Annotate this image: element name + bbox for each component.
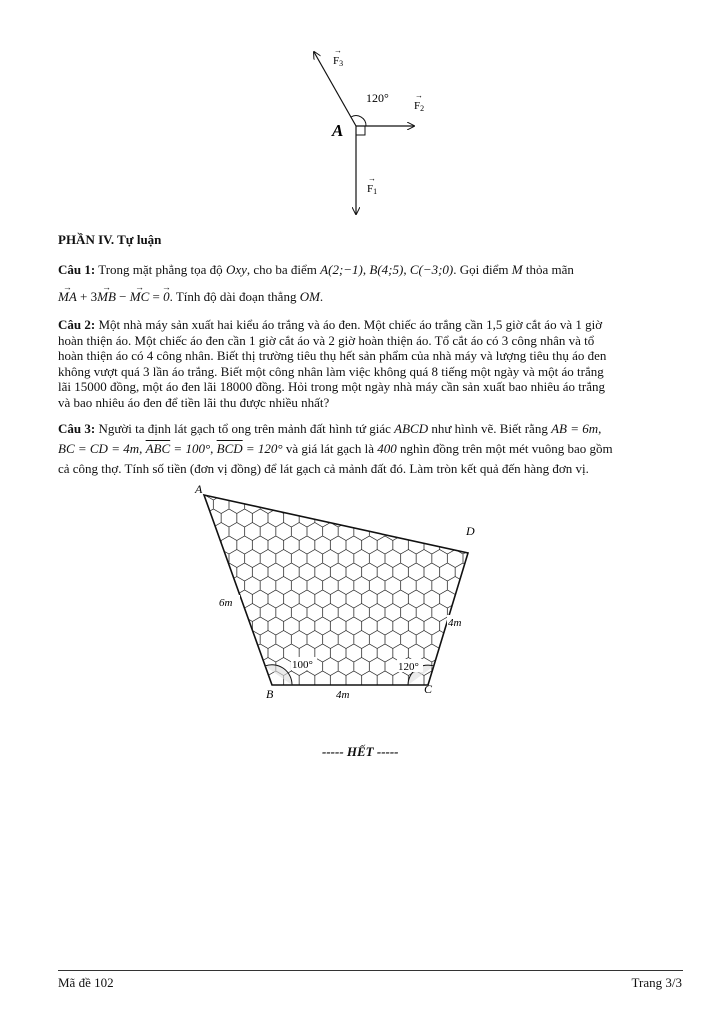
question-1: Câu 1: Trong mặt phẳng tọa độ Oxy, cho ba điểm A(2;−1), B(4;5), C(−3;0). Gọi điểm M thỏa mãn (58, 262, 574, 277)
footer-divider (58, 970, 683, 971)
question-3-line2: BC = CD = 4m, $\overline{ABC} = 100^\circ$, $\overline{BCD} = 120^\circ$ và giá lát gạch là 400 nghìn đồng trên một mét vuông bao gồm (58, 441, 613, 456)
vertex-b: B (266, 687, 274, 701)
question-3: Câu 3: Người ta định lát gạch tổ ong trên mảnh đất hình tứ giác ABCD như hình vẽ. Biết rằng AB = 6m, (58, 421, 602, 436)
f3-label: F3 (333, 55, 344, 68)
f2-label: F2 (414, 100, 425, 113)
question-3-line3: cả công thợ. Tính số tiền (đơn vị đồng) để lát gạch cả mảnh đất đó. Làm tròn kết quả đến hàng đơn vị. (58, 461, 589, 476)
vertex-a: A (195, 482, 203, 496)
svg-text:→: → (368, 174, 376, 183)
side-bc-label: 4m (336, 689, 350, 701)
force-diagram (300, 40, 440, 220)
end-marker: ----- HẾT ----- (322, 744, 399, 759)
angle-label: 120° (366, 91, 389, 105)
point-a-label: A (332, 121, 344, 140)
right-angle-mark (356, 126, 365, 135)
angle-b-label: 100° (292, 659, 313, 671)
vertex-c: C (424, 682, 433, 696)
side-ab-label: 6m (219, 597, 233, 609)
q1-label: Câu 1: (58, 262, 96, 277)
angle-c-label: 120° (398, 661, 419, 673)
question-1-line2: → MA + 3→ MB − → MC = → 0. Tính độ dài đoạn thẳng OM. (58, 289, 323, 305)
vertex-d: D (466, 524, 475, 538)
footer-page-number: Trang 3/3 (631, 975, 682, 990)
side-cd-label: 4m (448, 617, 462, 629)
footer-exam-code: Mã đề 102 (58, 975, 114, 990)
question-2: Câu 2: Một nhà máy sản xuất hai kiểu áo trắng và áo đen. Một chiếc áo trắng cần 1,5 giờ cắt áo và 1 giờ hoàn thiện áo. Một chiếc áo đen cần 1 giờ cắt áo và 2 giờ hoàn thiện áo. Tổ cắt áo có 3 công nhân và tổ hoàn thiện áo có 4 công nhân. Biết thị trường tiêu thụ hết sản phẩm của nhà máy và lượng tiêu thụ áo đen không vượt quá 3 lần áo trắng. Biết một công nhân làm việc không quá 8 tiếng một ngày và một áo trắng lãi 15000 đồng, một áo đen lãi 18000 đồng. Hỏi trong một ngày nhà máy cần sản xuất bao nhiêu áo trắng và bao nhiêu áo đen để tiền lãi thu được nhiều nhất? (58, 317, 607, 410)
quadrilateral-figure (190, 482, 490, 702)
section-title: PHẦN IV. Tự luận (58, 232, 162, 247)
svg-text:→: → (334, 46, 342, 55)
f1-label: F1 (367, 183, 378, 196)
svg-text:→: → (415, 91, 423, 100)
